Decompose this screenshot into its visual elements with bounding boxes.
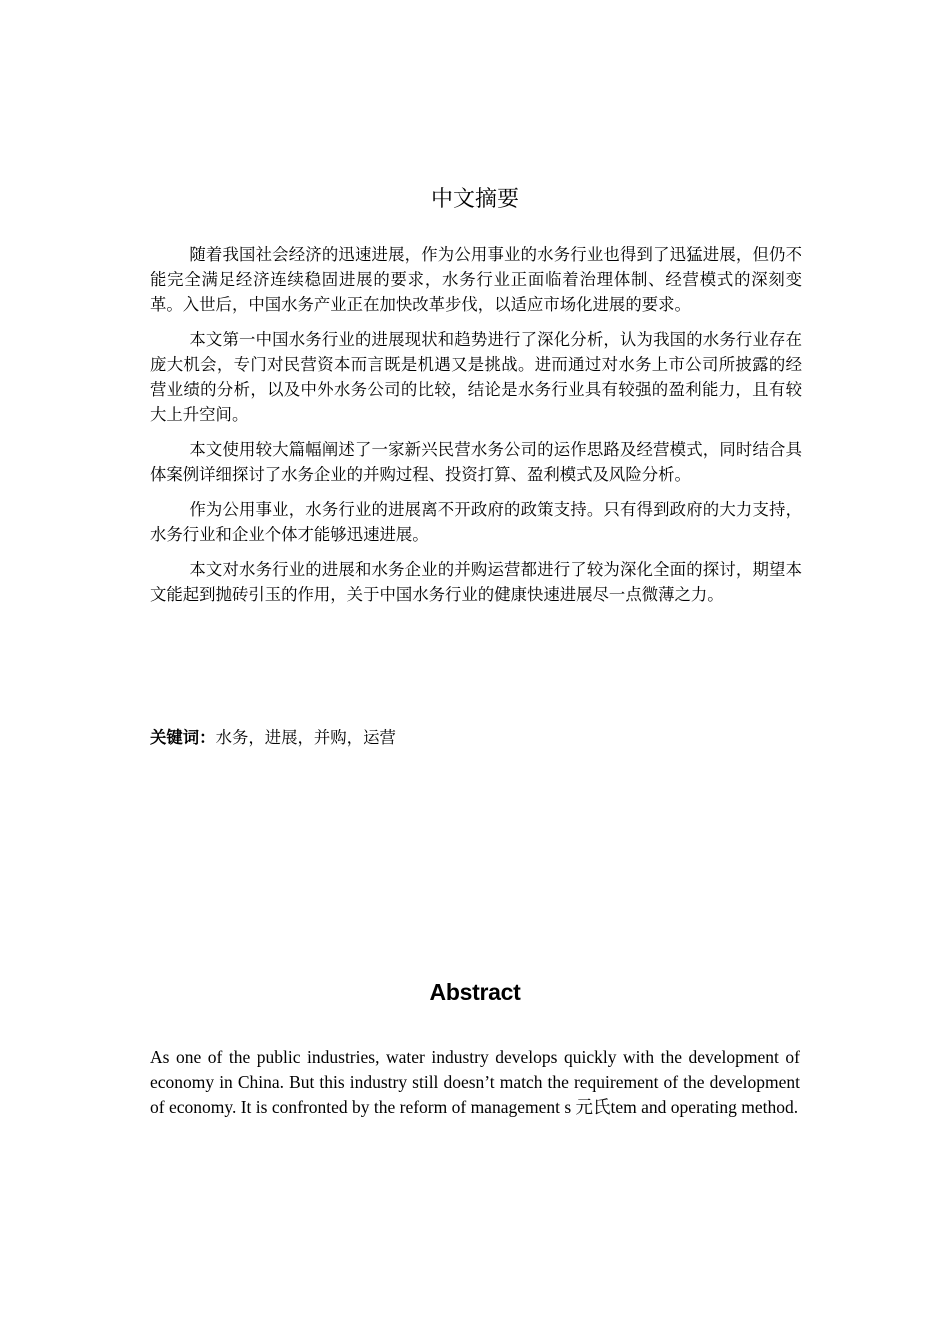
chinese-abstract-paragraph-2: 本文第一中国水务行业的进展现状和趋势进行了深化分析，认为我国的水务行业存在庞大机会，专门对民营资本而言既是机遇又是挑战。进而通过对水务上市公司所披露的经营业绩的分析，以及中外水务公司的比较，结论是水务行业具有较强的盈利能力，且有较大上升空间。	[150, 330, 802, 424]
chinese-abstract-paragraph-3: 本文使用较大篇幅阐述了一家新兴民营水务公司的运作思路及经营模式，同时结合具体案例详细探讨了水务企业的并购过程、投资打算、盈利模式及风险分析。	[150, 440, 802, 484]
english-abstract-title: Abstract	[429, 979, 521, 1005]
chinese-abstract-paragraph-1: 随着我国社会经济的迅速进展，作为公用事业的水务行业也得到了迅猛进展，但仍不能完全满足经济连续稳固进展的要求，水务行业正面临着治理体制、经营模式的深刻变革。入世后，中国水务产业正在加快改革步伐，以适应市场化进展的要求。	[150, 245, 802, 314]
keywords-value: 水务，进展，并购，运营	[215, 728, 396, 747]
english-abstract-body	[150, 1045, 800, 1120]
keywords-label: 关键词：	[150, 728, 216, 747]
chinese-abstract-paragraph-5: 本文对水务行业的进展和水务企业的并购运营都进行了较为深化全面的探讨，期望本文能起到抛砖引玉的作用，关于中国水务行业的健康快速进展尽一点微薄之力。	[150, 560, 802, 604]
chinese-abstract-title: 中文摘要	[430, 187, 519, 212]
chinese-abstract-body	[150, 242, 802, 617]
chinese-abstract-paragraph-4: 作为公用事业，水务行业的进展离不开政府的政策支持。只有得到政府的大力支持，水务行业和企业个体才能够迅速进展。	[150, 500, 802, 544]
keywords-line	[150, 725, 396, 750]
english-abstract-paragraph: As one of the public industries, water industry develops quickly with the development of economy in China. But this industry still doesn’t match the requirement of the development of economy. It is confronted by the reform of management s 元氏tem and operating method.	[150, 1047, 800, 1117]
